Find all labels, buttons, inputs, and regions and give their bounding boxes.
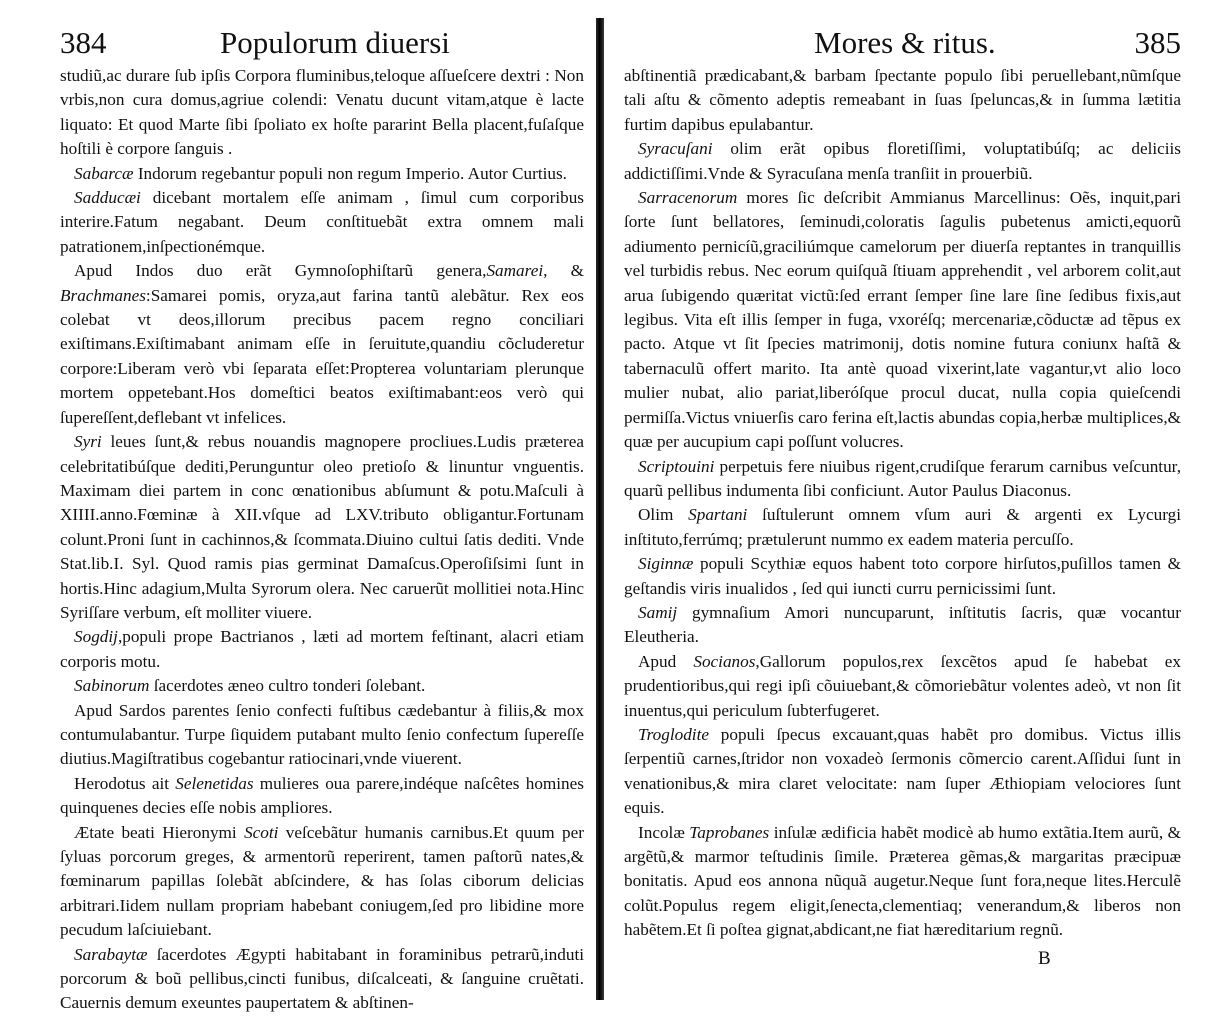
paragraph [60, 625, 584, 674]
right-body-text [624, 64, 1181, 943]
italic-name: Samarei [486, 261, 544, 281]
italic-name: Sabinorum [74, 676, 150, 696]
text-run: gymnaſium Amori nuncuparunt, inſtitutis ſacris, quæ vocantur Eleutheria. [624, 602, 1181, 647]
paragraph [624, 503, 1181, 552]
text-run: mulieres oua parere,indéque naſcêtes homines quinquenes decies eſſe nobis ampliores. [60, 773, 584, 818]
text-run: populi Scythiæ equos habent toto corpore hirſutos,puſillos tamen & geſtandis viris inualidos , ſed qui iuncti curru pernicissimi ſunt. [624, 554, 1181, 598]
text-run: inſulæ ædificia habẽt modicè ab humo extãtia.Item aurũ, & argẽtũ,& marmor teſtudinis ſimile. Præterea gẽmas,& margaritas præcipuæ bonitatis. Apud eos annona nũquã augetur.Neque ſunt fora,neque lites.Herculẽ colũt.Populus regem eligit,ſenecta,clementiaq; venerandum,& liberos non habẽtem.Et ſi poſtea gignat,abdicant,ne fiat hæreditarium regnũ. [624, 822, 1182, 940]
text-run: studiũ,ac durare ſub ipſis Corpora fluminibus,teloque aſſueſcere dextri : Non vrbis,non cura domus,agriue colendi: Venatu ducunt vitam,atque è lacte liquato: Et quod Marte ſibi ſpoliato ex hoſte pararint Bella placent,fuſaſque hoſtili è corpore ſanguis . [60, 66, 584, 159]
text-run: ſacerdotes Ægypti habitabant in foraminibus petrarũ,induti porcorum & boũ pellibus,cincti funibus, diſcalceati, & ſanguine cruẽtati. Cauernis demum exeuntes paupertatem & abſtinen- [60, 944, 584, 1013]
text-run: :Samarei pomis, oryza,aut farina tantũ alebãtur. Rex eos colebat vt deos,illorum precibus pacem regno conciliari exiſtimans.Exiſtimabant animam eſſe in ſeruitute,quandiu cõcluderetur corpore:Liberam verò vbi ſeparata eſſet:Propterea voluntariam plerunque mortem oppetebant.Hos domeſtici beatos exiſtimabant:eos verò qui ſupereſſent,deflebant vt infelices. [60, 285, 584, 427]
italic-name: Syracuſani [638, 139, 713, 159]
italic-name: Socianos [693, 651, 756, 671]
italic-name: Scriptouini [638, 456, 715, 476]
italic-name: Brachmanes [60, 285, 146, 305]
left-body-text [60, 64, 584, 1016]
signature-mark: B [1038, 948, 1051, 969]
paragraph [60, 674, 584, 698]
italic-name: Samij [638, 602, 678, 622]
paragraph [624, 552, 1181, 601]
book-gutter [596, 18, 604, 1000]
text-run: ,populi prope Bactrianos , læti ad mortem feſtinant, alacri etiam corporis motu. [60, 627, 584, 671]
italic-name: Sabarcæ [74, 163, 134, 183]
italic-name: Sadducæi [74, 188, 141, 208]
text-run: Incolæ [638, 822, 690, 842]
text-run: populi ſpecus excauant,quas habẽt pro domibus. Victus illis ſerpentiũ carnes,ſtridor non voxadeò ſermonis cõmercio carent.Aſſidui ſunt in venationibus,& mira claret velocitate: nam ſuper Æthiopiam velociores ſunt equis. [624, 724, 1181, 818]
italic-name: Sogdij [74, 627, 118, 647]
italic-name: Sarracenorum [638, 188, 738, 208]
paragraph [60, 943, 584, 1016]
italic-name: Taprobanes [689, 822, 770, 842]
text-run: , & [543, 261, 584, 281]
text-run: Indorum regebantur populi non regum Imperio. Autor Curtius. [133, 163, 567, 183]
paragraph [624, 650, 1181, 723]
left-running-head [60, 22, 584, 64]
right-page-number: 385 [1134, 25, 1181, 60]
paragraph [60, 162, 584, 186]
paragraph [60, 186, 584, 259]
italic-name: Scoti [244, 822, 279, 842]
text-run: dicebant mortalem eſſe animam , ſimul cum corporibus interire.Fatum negabant. Deum conſtituebãt extra omnem mali patrationem,inſpectionémque. [60, 188, 584, 256]
paragraph [624, 455, 1181, 504]
text-run: ,Gallorum populos,rex ſexcẽtos apud ſe habebat ex prudentioribus,qui regi ipſi cõuiuebant,& cõmoriebãtur volentes adeò, vt non ſit inuentus,qui periculum ſubterfugeret. [624, 651, 1181, 720]
italic-name: Selenetidas [175, 773, 254, 793]
right-page [604, 0, 1221, 1000]
italic-name: Sarabaytæ [74, 944, 148, 964]
italic-name: Spartani [688, 505, 748, 525]
text-run: Herodotus ait [74, 773, 176, 793]
paragraph [60, 821, 584, 943]
paragraph [624, 723, 1181, 821]
text-run: leues ſunt,& rebus nouandis magnopere procliues.Ludis præterea celebritatibúſque dediti,Perunguntur oleo pretioſo & linuntur vnguentis. Maximam diei partem in conc œnationibus abſumunt & potu.Maſculi à XIIII.anno.Fœminæ à XII.vſque ad LXV.tributo obligantur.Fortunam colunt.Proni ſunt in cachinnos,& ſcommata.Diuino cultui ſatis dediti. Vnde Stat.lib.I. Syl. Quod ramis pias germinat Damaſcus.Operoſiſsimi ſunt in hortis.Hinc adagium,Multa Syrorum olera. Nec caruerũt mollitiei nota.Hinc Syriſſare verbum, eſt molliter viuere. [60, 432, 584, 622]
paragraph [624, 64, 1181, 137]
paragraph [60, 64, 584, 162]
text-run: olim erãt opibus floretiſſimi, voluptatibúſq; ac deliciis addictiſſimi.Vnde & Syracuſana menſa tranſiit in prouerbiũ. [624, 139, 1181, 183]
text-run: abſtinentiã prædicabant,& barbam ſpectante populo ſibi peruellebant,nũmſque tali aſtu & cõmento adeptis remeabant in ſuas ſpeluncas,& in ſumma lætitia furtim dapibus epulabantur. [624, 66, 1181, 134]
text-run: Apud Sardos parentes ſenio confecti fuſtibus cædebantur à filiis,& mox contumulabantur. Turpe ſiquidem putabant multo ſenio confectum ſupereſſe diutius.Magiſtratibus cogebantur ratiocinari,vnde viuerent. [60, 700, 584, 769]
text-run: Apud [638, 651, 694, 671]
text-run: ſuſtulerunt omnem vſum auri & argenti ex Lycurgi inſtituto,ferrúmq; prætulerunt nummo ex eadem materia percuſſo. [624, 505, 1181, 549]
italic-name: Syri [74, 432, 102, 452]
text-run: veſcebãtur humanis carnibus.Et quum per ſyluas porcorum greges, & armentorũ reperirent, tamen paſtorũ nates,& fœminarum papillas ſolebãt abſcindere, & has ſolas ciborum delicias arbitrari.Iidem nullam propriam habebant coniugem,ſed pro libidine more pecudum laſciuiebant. [60, 822, 584, 940]
text-run: Apud Indos duo erãt Gymnoſophiſtarũ genera, [74, 261, 487, 281]
paragraph [60, 699, 584, 772]
italic-name: Siginnæ [638, 554, 694, 574]
text-run: Ætate beati Hieronymi [74, 822, 245, 842]
paragraph [624, 601, 1181, 650]
text-run: Olim [638, 505, 689, 525]
right-running-head [624, 22, 1181, 64]
paragraph [60, 772, 584, 821]
paragraph [60, 430, 584, 625]
left-page [0, 0, 598, 1013]
paragraph [60, 259, 584, 430]
italic-name: Troglodite [638, 724, 709, 744]
paragraph [624, 137, 1181, 186]
right-running-title: Mores & ritus. [814, 25, 996, 60]
text-run: perpetuis fere niuibus rigent,crudiſque ferarum carnibus veſcuntur, quarũ pellibus indumenta ſibi conficiunt. Autor Paulus Diaconus. [624, 456, 1181, 500]
left-page-number: 384 [60, 25, 107, 60]
text-run: ſacerdotes æneo cultro tonderi ſolebant. [149, 676, 426, 696]
text-run: mores ſic deſcribit Ammianus Marcellinus: Oẽs, inquit,pari ſorte ſunt bellatores, ſeminudi,coloratis ſagulis pubetenus amicti,equorũ adiumento pernicíũ,graciliúmque camelorum per diuerſa reptantes in tranquillis vel turbidis rebus. Nec eorum quiſquã ſtiuam apprehendit , vel arborem colit,aut arua ſubigendo quæritat victũ:ſed errant ſemper ſine lare ſine ſedibus fixis,aut legibus. Vita eſt illis ſemper in fuga, vxoréſq; mercenariæ,cõductæ ad tẽpus ex pacto. Atque vt ſit ſpecies matrimonij, dotis nomine futura coniunx haſtã & tabernaculũ offert marito. Ita antè quoad vixerint,late vagantur,vt alio loco mulier nubat, alio pariat,liberóſque procul ducat, nulla copia quieſcendi permiſſa.Victus vniuerſis caro ferina eſt,lactis abundas copia,herbæ multiplices,& quæ per aucupium capi poſſunt volucres. [624, 188, 1181, 452]
paragraph [624, 186, 1181, 454]
left-running-title: Populorum diuersi [220, 25, 450, 60]
paragraph [624, 821, 1181, 943]
